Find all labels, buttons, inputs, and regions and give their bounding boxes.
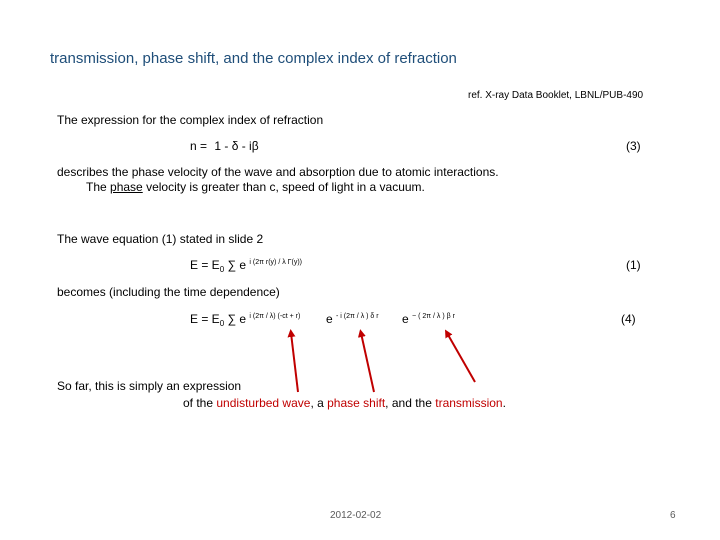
summary-text (183, 397, 506, 411)
phase-line-before: The (86, 180, 107, 194)
summary-prefix: of the (183, 396, 214, 410)
eq1-sub: 0 (219, 265, 225, 274)
eq1-exponent: i (2π r(y) / λ Γ(y)) (249, 259, 303, 266)
eq4-sub: 0 (219, 319, 225, 328)
phase-underlined: phase (110, 180, 143, 194)
eq3-lhs: n = (190, 139, 208, 153)
slide-title: transmission, phase shift, and the complex index of refraction (50, 50, 457, 67)
reference-note: ref. X-ray Data Booklet, LBNL/PUB-490 (468, 90, 644, 101)
eq1-sum: ∑ e (227, 258, 247, 272)
eq1-number: (1) (626, 258, 641, 272)
eq3-number: (3) (626, 139, 641, 153)
phase-shift-label: phase shift (327, 396, 386, 410)
transmission-label: transmission (435, 396, 503, 410)
eq1-main: E = E (190, 258, 220, 272)
eq4-number: (4) (621, 312, 636, 326)
summary-sep1: , a (310, 396, 324, 410)
describes-text: describes the phase velocity of the wave and absorption due to atomic interactions. (57, 165, 499, 179)
undisturbed-wave-label: undisturbed wave (216, 396, 311, 410)
eq4-exp1: i (2π / λ) (-ct + r) (249, 313, 301, 320)
arrow-transmission (447, 333, 475, 382)
page-number: 6 (670, 510, 676, 521)
phase-line-after: velocity is greater than c, speed of light in a vacuum. (146, 180, 425, 194)
summary-sep2: , and the (385, 396, 432, 410)
eq4-main: E = E (190, 312, 220, 326)
wave-eq-text: The wave equation (1) stated in slide 2 (57, 232, 264, 246)
becomes-text: becomes (including the time dependence) (57, 285, 280, 299)
eq4-exp3: − ( 2π / λ ) β r (412, 313, 455, 320)
so-far-text: So far, this is simply an expression (57, 379, 242, 393)
eq4-term2: e (326, 312, 333, 326)
arrow-phase-shift (361, 333, 374, 392)
summary-end: . (502, 396, 506, 410)
eq4-sum: ∑ e (227, 312, 247, 326)
intro-text: The expression for the complex index of refraction (57, 113, 324, 127)
eq4-exp2: - i (2π / λ ) δ r (336, 313, 379, 320)
eq4-term3: e (402, 312, 409, 326)
footer-date: 2012-02-02 (330, 510, 382, 521)
eq3-rhs: 1 - δ - iβ (214, 139, 259, 153)
arrow-undisturbed-wave (291, 333, 298, 392)
